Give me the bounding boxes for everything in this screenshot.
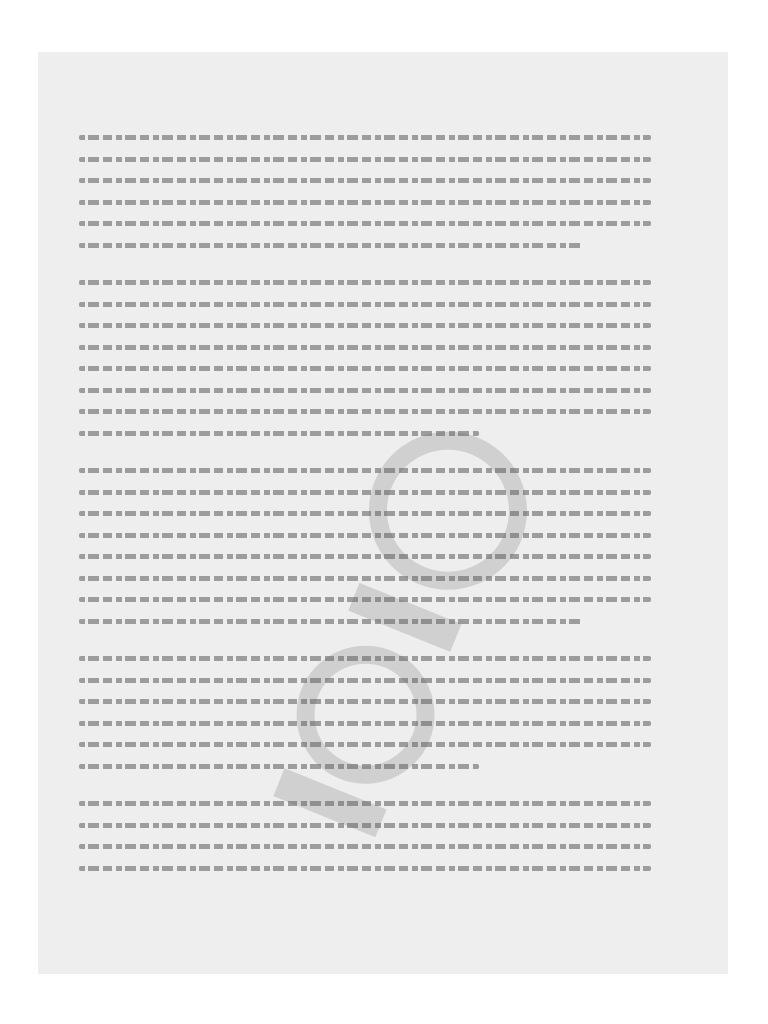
document-content (79, 88, 651, 894)
paragraph-3 (79, 459, 651, 631)
document-title (79, 88, 651, 108)
paragraph-1-text (79, 126, 651, 255)
paragraph-1 (79, 126, 651, 255)
paragraph-5 (79, 792, 651, 878)
paragraph-2-text (79, 271, 651, 443)
paragraph-3-text (79, 459, 651, 631)
paragraph-4-text (79, 647, 651, 776)
paragraph-2 (79, 271, 651, 443)
paragraph-4 (79, 647, 651, 776)
paragraph-5-text (79, 792, 651, 878)
